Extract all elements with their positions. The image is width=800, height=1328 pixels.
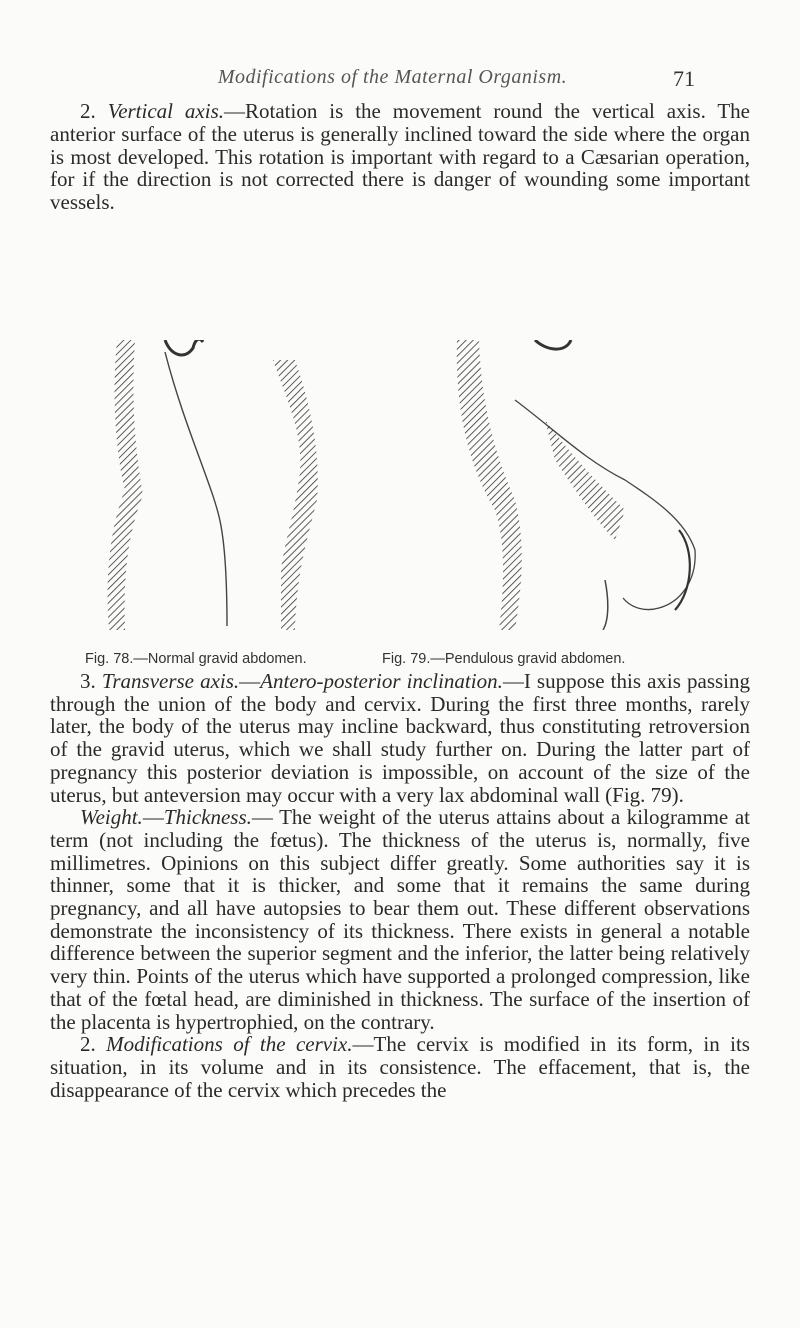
figure-label: Fig. 78.	[85, 651, 134, 667]
lower-text-block	[50, 670, 750, 1101]
figure-label: Fig. 79.	[382, 651, 431, 667]
section-heading: Weight.	[80, 805, 143, 830]
figure-79-caption	[382, 651, 625, 667]
section-heading: Modifications of the cervix.	[106, 1032, 353, 1057]
section-number: 2.	[80, 1032, 96, 1057]
figure-78-caption	[85, 651, 307, 667]
figure-caption-text: —Pendulous gravid abdomen.	[430, 651, 626, 667]
paragraph	[50, 1033, 750, 1101]
paragraph: 3. Transverse axis.—Antero-posterior inclination.—I suppose this axis passing through the union of the body and cervix. During the first three months, rarely later, the body of the uterus may incline backward, thus constituting retroversion of the gravid uterus, which we shall study further on. During the latter part of pregnancy this posterior deviation is impossible, on account of the size of the uterus, but anteversion may occur with a very lax abdominal wall (Fig. 79).	[50, 669, 750, 807]
page-number: 71	[673, 66, 695, 91]
paragraph-text: —I suppose this axis passing through the union of the body and cervix. During the first three months, rarely later, the body of the uterus may incline backward, thus constituting retroversion of the gravid uterus, which we shall study further on. During the latter part of pregnancy this posterior deviation is impossible, on account of the size of the uterus, but anteversion may occur with a very lax abdominal wall (Fig. 79).	[50, 669, 750, 807]
pendulous-gravid-abdomen-illustration	[395, 340, 705, 630]
section-vertical-axis	[50, 100, 750, 214]
paragraph-text: — The weight of the uterus attains about a kilogramme at term (not including the fœtus). The thickness of the uterus is, normally, five millimetres. Opinions on this subject differ greatly. Some authorities say it is thinner, some that it is thicker, and some that it remains the same during pregnancy, and all have autopsies to bear them out. These different observations demonstrate the inconsistency of its thickness. There exists in general a notable difference between the superior segment and the inferior, the latter being relatively very thin. Points of the uterus which have supported a prolonged compression, like that of the fœtal head, are diminished in thickness. The surface of the insertion of the placenta is hypertrophied, on the contrary.	[50, 805, 750, 1034]
section-subheading: Antero-posterior inclination.	[260, 669, 503, 693]
normal-gravid-abdomen-illustration	[95, 340, 395, 630]
section-heading: Vertical axis.	[107, 99, 225, 123]
paragraph-text: —The cervix is modified in its form, in its situation, in its volume and in its consistence. The effacement, that is, the disappearance of the cervix which precedes the	[50, 1032, 750, 1102]
section-number: 2.	[80, 99, 96, 123]
section-heading: Transverse axis.	[101, 669, 240, 693]
section-number: 3.	[80, 669, 96, 693]
section-subheading: Thickness.	[163, 805, 252, 830]
figures-row	[95, 340, 705, 640]
paragraph-text: —Rotation is the movement round the vertical axis. The anterior surface of the uterus is generally inclined toward the side where the organ is most developed. This rotation is important with regard to a Cæsarian operation, for if the direction is not corrected there is danger of wounding some important vessels.	[50, 99, 751, 215]
running-title: Modifications of the Maternal Organism.	[217, 66, 568, 88]
paragraph	[50, 100, 750, 214]
figure-caption-text: —Normal gravid abdomen.	[133, 651, 307, 667]
paragraph: Weight.—Thickness.— The weight of the uterus attains about a kilogramme at term (not including the fœtus). The thickness of the uterus is, normally, five millimetres. Opinions on this subject differ greatly. Some authorities say it is thinner, some that it is thicker, and some that it remains the same during pregnancy, and all have autopsies to bear them out. These different observations demonstrate the inconsistency of its thickness. There exists in general a notable difference between the superior segment and the inferior, the latter being relatively very thin. Points of the uterus which have supported a prolonged compression, like that of the fœtal head, are diminished in thickness. The surface of the insertion of the placenta is hypertrophied, on the contrary.	[50, 805, 750, 1034]
page-header	[150, 66, 695, 96]
